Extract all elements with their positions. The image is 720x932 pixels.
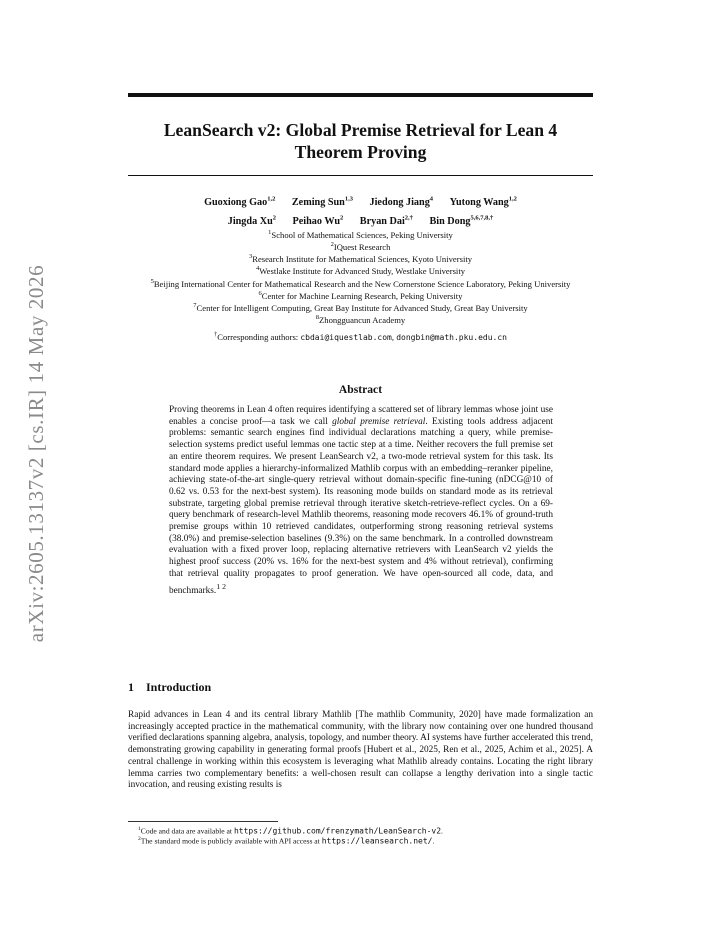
affiliation: $^7$Center for Intelligent Computing, Great Bay Institute for Advanced Study, Great Bay University xyxy=(193,301,528,313)
author: Guoxiong Gao$^{1,2}$ xyxy=(204,196,276,209)
affiliation: $^2$IQuest Research xyxy=(330,241,391,253)
author: Jiedong Jiang$^4$ xyxy=(369,196,434,209)
affiliation: $^6$Center for Machine Learning Research, Peking University xyxy=(258,289,463,301)
author: Jingda Xu$^2$ xyxy=(227,214,276,227)
author: Yutong Wang$^{1,2}$ xyxy=(449,196,517,209)
term-emphasis: global premise retrieval xyxy=(332,416,426,427)
affiliation: $^4$Westlake Institute for Advanced Study, Westlake University xyxy=(255,265,466,277)
arxiv-stamp: arXiv:2605.13137v2 [cs.IR] 14 May 2026 xyxy=(24,264,49,642)
footnote: $^1$Code and data are available at https://github.com/frenzymath/LeanSearch-v2. xyxy=(138,826,443,836)
footnote-marker[interactable]: 1 2 xyxy=(216,581,226,591)
author: Peihao Wu$^2$ xyxy=(292,214,344,227)
email-link[interactable]: cbdai@iquestlab.com xyxy=(300,333,392,343)
section-heading: 1 Introduction xyxy=(128,680,212,694)
affiliation: $^3$Research Institute for Mathematical Sciences, Kyoto University xyxy=(248,253,473,265)
title-top-rule xyxy=(128,93,593,97)
author-line-1 xyxy=(128,192,593,210)
author-list xyxy=(128,192,593,229)
affiliation: $^1$School of Mathematical Sciences, Peking University xyxy=(268,229,453,240)
affiliation: $^8$Zhongguancun Academy xyxy=(315,314,406,325)
paper-title: LeanSearch v2: Global Premise Retrieval for Lean 4 Theorem Proving xyxy=(163,120,558,162)
abstract-body: Proving theorems in Lean 4 often requires identifying a scattered set of library lemmas whose joint use enables a concise proof—a task we call global premise retrieval. Existing tools address adjacent problems: semantic search engines find individual declarations matching a query, while premise-selection systems predict useful lemmas one tactic step at a time. Neither recovers the full premise set an entire theorem requires. We present LeanSearch v2, a two-mode retrieval system for this task. Its standard mode applies a hierarchy-informalized Mathlib corpus with an embedding–reranker pipeline, achieving state-of-the-art single-query retrieval without domain-specific fine-tuning (nDCG@10 of 0.62 vs. 0.53 for the next-best system). Its reasoning mode builds on standard mode as its retrieval substrate, targeting global premise retrieval through iterative sketch-retrieve-reflect cycles. On a 69-query benchmark of research-level Mathlib theorems, reasoning mode recovers 46.1% of ground-truth premise groups within 10 retrieved candidates, outperforming strong reasoning retrieval systems (38.0%) and premise-selection baselines (9.3%) on the same benchmark. In a controlled downstream evaluation with a fixed prover loop, replacing alternative retrievers with LeanSearch v2 yields the highest proof success (20% vs. 16% for the next-best system and 4% without retrieval), confirming that retrieval quality propagates to proof generation. We have open-sourced all code, data, and benchmarks.$^{1 2}$ xyxy=(169,405,553,596)
corresponding-authors: †Corresponding authors: cbdai@iquestlab.com, dongbin@math.pku.edu.cn xyxy=(214,331,507,343)
abstract-heading: Abstract xyxy=(338,383,383,396)
author: Bin Dong$^{5,6,7,8,\dagger}$ xyxy=(429,214,494,227)
footnote: $^2$The standard mode is publicly available with API access at https://leansearch.net/. xyxy=(138,836,435,846)
footnote-rule xyxy=(128,821,278,822)
affiliation-list xyxy=(128,228,593,343)
intro-paragraph: Rapid advances in Lean 4 and its central library Mathlib [The mathlib Community, 2020] have made formalization an increasingly accepted practice in the mathematical community, with the library now containing over one hundred thousand verified declarations spanning algebra, analysis, topology, and number theory. AI systems have further accelerated this trend, demonstrating growing capability in generating formal proofs [Hubert et al., 2025, Ren et al., 2025, Achim et al., 2025]. A central challenge in working within this ecosystem is leveraging what Mathlib already contains. Locating the right library lemma carries two complementary benefits: a well-chosen result can collapse a lengthy derivation into a single tactic invocation, and reusing existing results is xyxy=(128,710,593,791)
author: Zeming Sun$^{1,3}$ xyxy=(291,196,353,209)
footnote-link[interactable]: https://github.com/frenzymath/LeanSearch-v2 xyxy=(233,826,442,836)
email-link[interactable]: dongbin@math.pku.edu.cn xyxy=(396,333,507,343)
author: Bryan Dai$^{2,\dagger}$ xyxy=(359,214,413,227)
footnote-link[interactable]: https://leansearch.net/ xyxy=(321,836,433,846)
title-bottom-rule xyxy=(128,175,593,176)
author-line-2 xyxy=(128,210,593,228)
affiliation: $^5$Beijing International Center for Mathematical Research and the New Cornerstone Science Laboratory, Peking University xyxy=(150,277,571,289)
